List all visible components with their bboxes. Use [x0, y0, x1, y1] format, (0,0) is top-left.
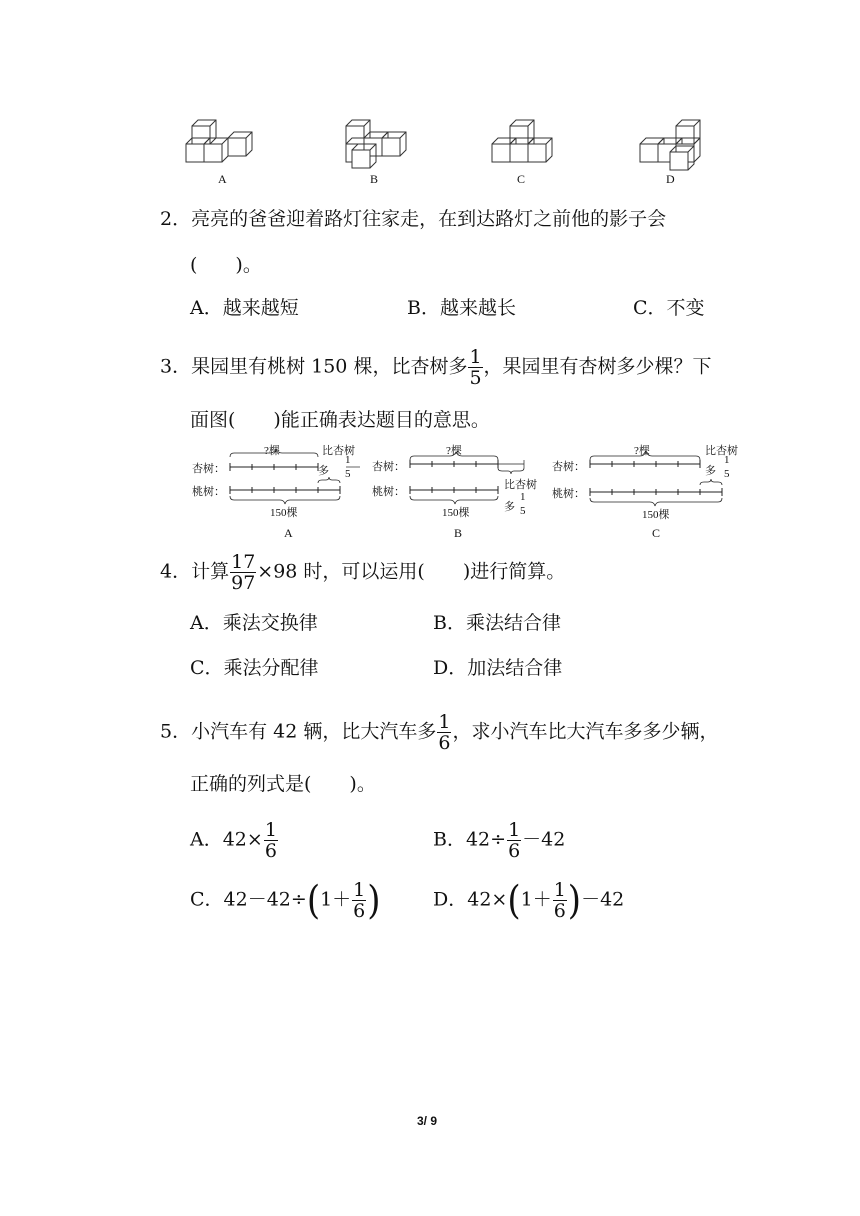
q4-pre: 计算	[191, 560, 230, 583]
q5-line1	[160, 712, 718, 753]
diagram-a-num: 1	[345, 454, 351, 466]
q5-option-a-pre: A．42×	[190, 828, 263, 851]
diagram-a-apricot-label: 杏树：	[192, 463, 225, 475]
q2-number: 2．	[160, 208, 192, 230]
q5-option-b-fraction	[507, 820, 521, 861]
diagram-b-den: 5	[520, 505, 526, 517]
q5-option-a[interactable]	[190, 820, 279, 861]
diagram-b-apricot-label: 杏树：	[372, 461, 405, 473]
q3-text1b: ，果园里有杏树多少棵？下	[483, 355, 712, 378]
q5-frac-den: 6	[438, 732, 451, 754]
q5-option-d-fraction	[553, 880, 567, 921]
figure-a	[186, 120, 252, 162]
q4-line1	[160, 552, 565, 593]
q5-c-lparen: (	[306, 877, 321, 924]
q5-option-d[interactable]	[433, 877, 625, 924]
q5-text1b: ，求小汽车比大汽车多多少辆，	[452, 720, 719, 743]
diagram-a-more: 多	[318, 465, 329, 477]
q2-line2: ( )。	[190, 254, 262, 276]
diagram-a-label: A	[284, 526, 293, 540]
q3-line1	[160, 347, 712, 388]
q5-option-b[interactable]	[433, 820, 565, 861]
q3-diagram-a[interactable]	[190, 440, 370, 540]
q5-option-c[interactable]	[190, 877, 381, 924]
q5-d-one-plus: 1＋	[520, 888, 552, 911]
diagram-a-unknown: ?棵	[264, 445, 280, 457]
q5-option-d-pre: D．42×	[433, 888, 508, 911]
q3-text1a: 果园里有桃树 150 棵，比杏树多	[191, 355, 468, 378]
diagram-c-label: C	[652, 526, 661, 540]
figure-label-c: C	[517, 172, 526, 186]
q5-text1a: 小汽车有 42 辆，比大汽车多	[191, 720, 437, 743]
q5-d-den: 6	[553, 900, 566, 922]
diagram-b-label: B	[454, 526, 463, 540]
q5-fraction	[437, 712, 451, 753]
q4-frac-den: 97	[231, 572, 256, 594]
q2-text1: 亮亮的爸爸迎着路灯往家走，在到达路灯之前他的影子会	[191, 208, 667, 230]
q4-option-c[interactable]: C．乘法分配律	[190, 657, 319, 679]
diagram-c-peach-label: 桃树：	[552, 488, 585, 500]
cube-figures-svg	[180, 112, 720, 192]
q5-frac-num: 1	[438, 711, 451, 733]
q5-c-den: 6	[353, 900, 366, 922]
diagram-b-more: 多	[504, 501, 515, 513]
diagram-b-compare: 比杏树	[504, 479, 537, 491]
q5-b-den: 6	[508, 840, 521, 862]
q5-c-rparen: )	[367, 877, 381, 924]
q5-option-c-pre: C．42－42÷	[190, 888, 307, 911]
q5-d-rparen: )	[567, 877, 582, 924]
q4-option-d[interactable]: D．加法结合律	[433, 657, 563, 679]
diagram-b-unknown: ?棵	[446, 445, 462, 457]
diagram-c-more: 多	[705, 465, 716, 477]
figure-d	[640, 120, 700, 170]
q5-d-lparen: (	[507, 877, 521, 924]
q1-figures	[180, 112, 720, 192]
q4-number: 4．	[160, 560, 192, 583]
q3-diagram-c[interactable]	[550, 440, 750, 540]
q2-line1	[160, 207, 666, 231]
q5-option-b-post: －42	[522, 828, 566, 851]
q3-frac-num: 1	[469, 346, 482, 368]
figure-label-a: A	[218, 172, 227, 186]
q5-c-num: 1	[353, 879, 366, 901]
diagram-c-apricot-label: 杏树：	[552, 461, 585, 473]
q4-fraction	[230, 552, 256, 593]
page-number: 3/ 9	[417, 1114, 438, 1128]
q5-option-c-fraction	[352, 880, 366, 921]
q3-diagram-b[interactable]	[370, 440, 550, 540]
diagram-a-peach-label: 桃树：	[192, 486, 225, 498]
diagram-b-total: 150棵	[442, 507, 470, 519]
diagram-c-svg	[550, 440, 750, 540]
q5-number: 5．	[160, 720, 192, 743]
q5-a-num: 1	[264, 819, 277, 841]
diagram-c-total: 150棵	[642, 509, 670, 521]
q3-number: 3．	[160, 355, 192, 378]
figure-b	[346, 120, 406, 168]
q5-b-num: 1	[508, 819, 521, 841]
figure-label-d: D	[666, 172, 675, 186]
q5-a-den: 6	[264, 840, 277, 862]
diagram-c-num: 1	[724, 454, 730, 466]
q5-line2: 正确的列式是( )。	[190, 773, 376, 795]
q5-option-d-post: －42	[581, 888, 625, 911]
diagram-a-den: 5	[345, 468, 351, 480]
diagram-c-den: 5	[724, 468, 730, 480]
diagram-b-peach-label: 桃树：	[372, 486, 405, 498]
diagram-b-num: 1	[520, 491, 526, 503]
q2-option-c[interactable]: C．不变	[633, 297, 705, 319]
q3-fraction	[468, 347, 482, 388]
diagram-a-svg	[190, 440, 370, 540]
diagram-a-total: 150棵	[270, 507, 298, 519]
q3-frac-den: 5	[469, 367, 482, 389]
figure-label-b: B	[370, 172, 379, 186]
q5-option-a-fraction	[264, 820, 278, 861]
q2-option-a[interactable]: A．越来越短	[190, 297, 299, 319]
diagram-a-compare: 比杏树	[322, 445, 355, 457]
q5-d-num: 1	[553, 879, 566, 901]
q4-frac-num: 17	[231, 551, 256, 573]
q4-option-a[interactable]: A．乘法交换律	[190, 612, 318, 634]
q4-post: ×98 时，可以运用( )进行简算。	[257, 560, 566, 583]
diagram-c-compare: 比杏树	[705, 445, 738, 457]
q4-option-b[interactable]: B．乘法结合律	[433, 612, 561, 634]
diagram-b-svg	[370, 440, 550, 540]
figure-c	[492, 120, 552, 162]
q3-line2: 面图( )能正确表达题目的意思。	[190, 409, 490, 431]
q2-option-b[interactable]: B．越来越长	[407, 297, 516, 319]
diagram-c-unknown: ?棵	[634, 445, 650, 457]
q5-option-b-pre: B．42÷	[433, 828, 507, 851]
q5-c-one-plus: 1＋	[320, 888, 352, 911]
